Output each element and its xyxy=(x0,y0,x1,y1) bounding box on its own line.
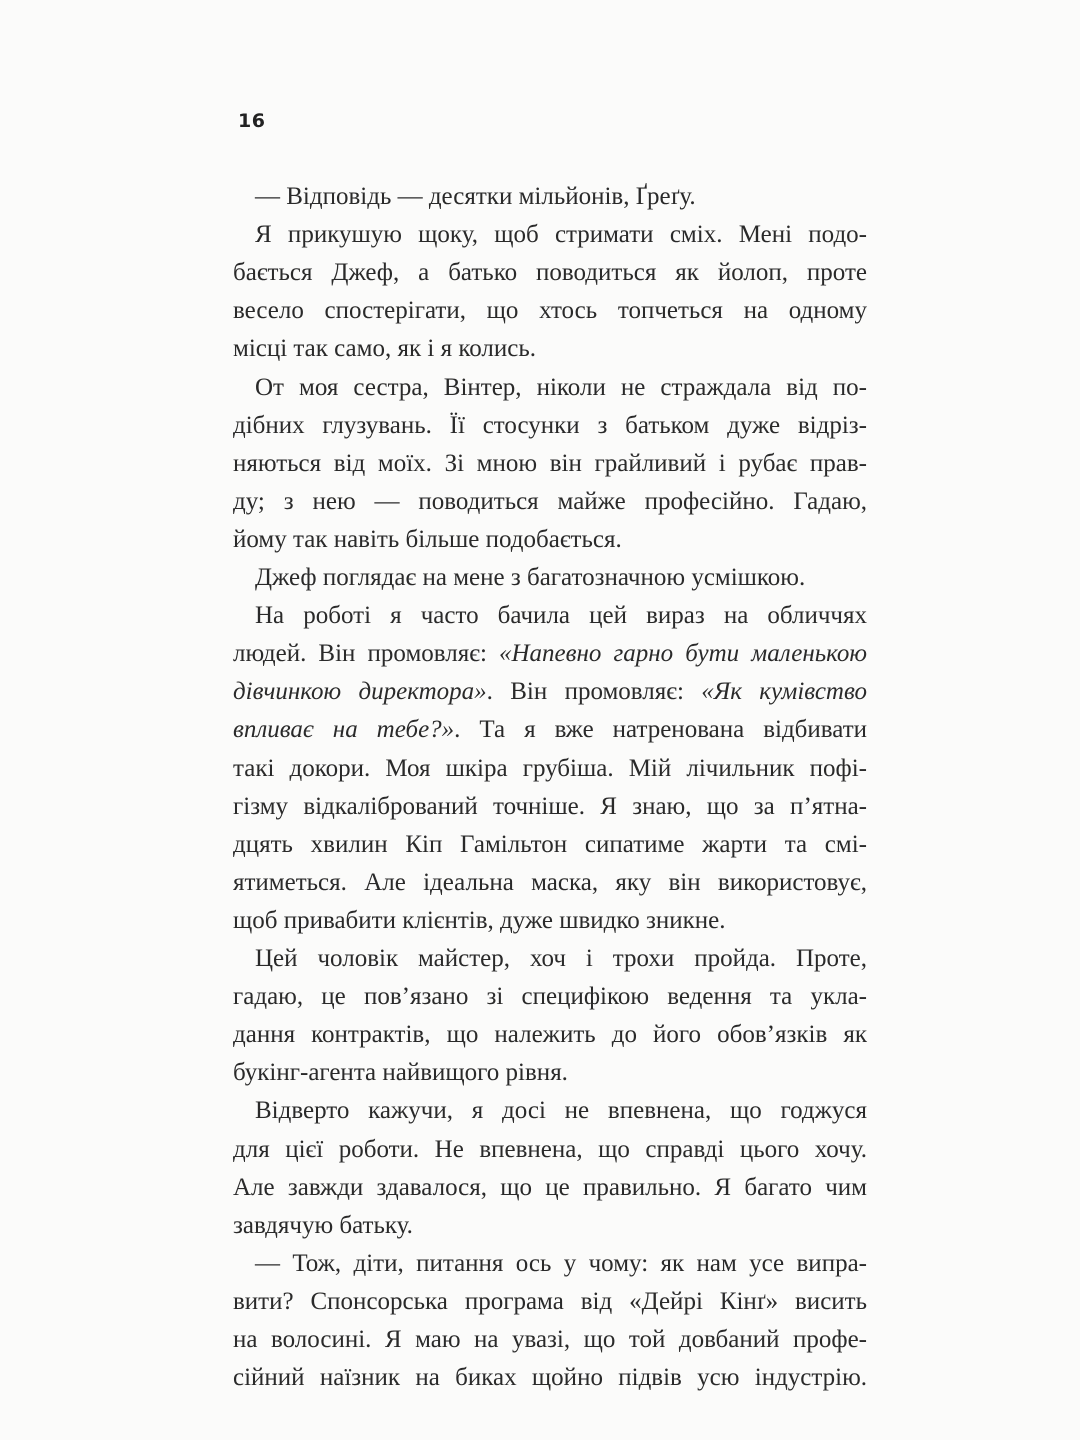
text-line: щоб привабити клієнтів, дуже швидко зникне. xyxy=(233,906,726,934)
italic-quote: «Як кумівство xyxy=(701,678,868,706)
italic-quote: «Напевно гарно бути маленькою xyxy=(499,640,867,668)
text-line xyxy=(233,673,867,711)
text-line: Відверто кажучи, я досі не впевнена, що годжуся xyxy=(255,1097,867,1125)
text-segment: . Він промовляє: xyxy=(486,678,702,706)
text-line: букінг-агента найвищого рівня. xyxy=(233,1059,568,1087)
text-line: ятиметься. Але ідеальна маска, яку він використовує, xyxy=(233,868,867,896)
text-line: дання контрактів, що належить до його обов’язків як xyxy=(233,1021,867,1049)
italic-quote: впливає на тебе?» xyxy=(233,716,455,744)
text-line: на волосині. Я маю на увазі, що той довбаний профе- xyxy=(233,1326,867,1353)
text-line: — Тож, діти, питання ось у чому: як нам усе випра- xyxy=(255,1249,867,1277)
text-line: — Відповідь — десятки мільйонів, Ґреґу. xyxy=(255,183,696,210)
text-line: такі докори. Моя шкіра грубіша. Мій лічильник пофі- xyxy=(233,754,867,782)
text-line: На роботі я часто бачила цей вираз на обличчях xyxy=(255,602,867,630)
text-line: дібних глузувань. Її стосунки з батьком дуже відріз- xyxy=(233,411,867,439)
text-line xyxy=(233,711,867,749)
italic-quote: дівчинкою директора» xyxy=(233,678,487,706)
text-line: Але завжди здавалося, що це правильно. Я багато чим xyxy=(233,1173,867,1201)
text-line: бається Джеф, а батько поводиться як йолоп, проте xyxy=(233,259,867,287)
text-line: йому так навіть більше подобається. xyxy=(233,525,622,553)
page-number: 16 xyxy=(238,110,266,132)
text-line: місці так само, як і я колись. xyxy=(233,335,536,363)
text-line: для цієї роботи. Не впевнена, що справді цього хочу. xyxy=(233,1135,867,1163)
text-line: вити? Спонсорська програма від «Дейрі Кінґ» висить xyxy=(233,1287,867,1315)
text-line: сійний наїзник на биках щойно підвів усю індустрію. xyxy=(233,1364,867,1392)
text-line: ду; з нею — поводиться майже професійно. Гадаю, xyxy=(233,487,867,515)
text-line: дцять хвилин Кіп Гамільтон сипатиме жарти та смі- xyxy=(233,830,867,858)
text-line: От моя сестра, Вінтер, ніколи не страждала від по- xyxy=(255,373,867,401)
text-line: завдячую батьку. xyxy=(233,1211,413,1239)
text-line: весело спостерігати, що хтось топчеться на одному xyxy=(233,297,867,325)
text-line: гізму відкалібрований точніше. Я знаю, що за п’ятна- xyxy=(233,792,867,820)
text-line: няються від моїх. Зі мною він грайливий і рубає прав- xyxy=(233,449,867,477)
text-line: гадаю, це пов’язано зі специфікою ведення та укла- xyxy=(233,983,867,1011)
text-segment: людей. Він промовляє: xyxy=(233,640,499,668)
text-line: Джеф поглядає на мене з багатозначною усмішкою. xyxy=(255,564,806,591)
text-segment: . Та я вже натренована відбивати xyxy=(454,716,867,744)
text-line: Я прикушую щоку, щоб стримати сміх. Мені подо- xyxy=(255,221,867,249)
text-line xyxy=(233,635,867,673)
text-line: Цей чоловік майстер, хоч і трохи пройда. Проте, xyxy=(255,945,867,972)
